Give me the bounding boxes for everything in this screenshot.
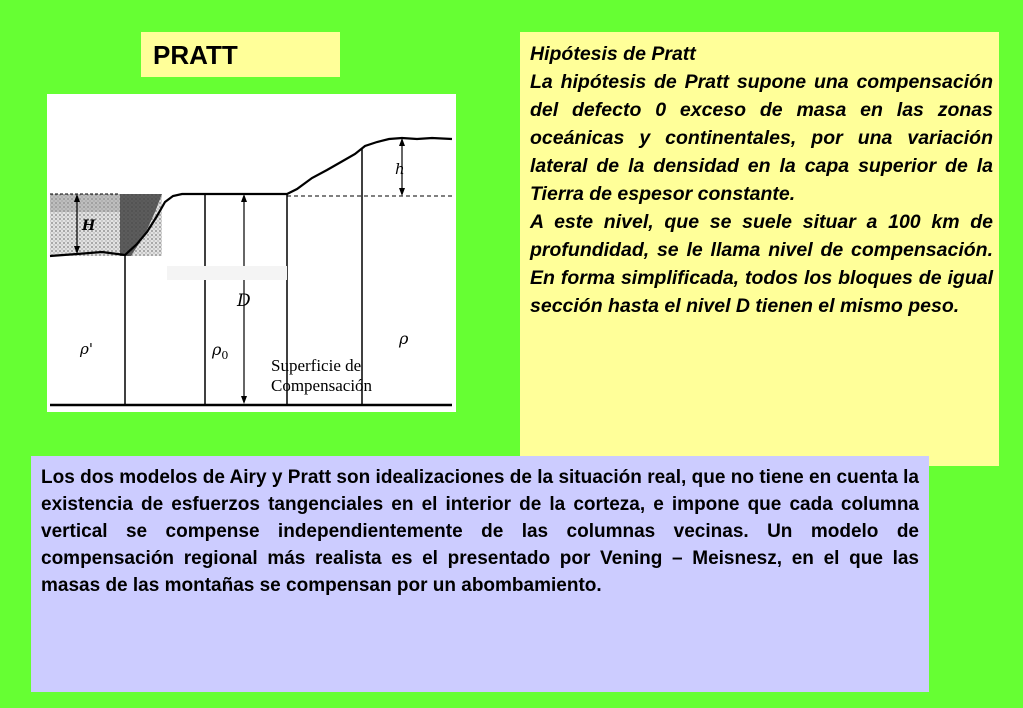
label-surface-line2: Compensación (271, 376, 373, 395)
hypothesis-paragraph-2: A este nivel, que se suele situar a 100 km de profundidad, se le llama nivel de compensación. En forma simplificada, todos los bloques de igual sección hasta el nivel D tienen el mismo peso. (530, 211, 993, 317)
pratt-diagram (47, 94, 456, 412)
title-box (141, 32, 340, 77)
hypothesis-heading: Hipótesis de Pratt (530, 43, 696, 65)
pratt-hypothesis-box (520, 32, 999, 466)
label-H: H (82, 218, 96, 234)
summary-text: Los dos modelos de Airy y Pratt son idealizaciones de la situación real, que no tiene en cuenta la existencia de esfuerzos tangenciales en el interior de la corteza, e impone que cada columna vertical se compense independientemente de las columnas vecinas. Un modelo de compensación regional más realista es el presentado por Vening – Meisnesz, en el que las masas de las montañas se compensan por un abombamiento. (41, 467, 919, 596)
label-surface-line1: Superficie de (271, 356, 362, 375)
label-h: h (395, 160, 405, 178)
label-rho-prime: ρ' (80, 340, 93, 358)
summary-box (31, 456, 929, 692)
label-rho: ρ (399, 329, 409, 348)
label-rho0: $\rho_0$ (212, 340, 229, 362)
hypothesis-paragraph-1: La hipótesis de Pratt supone una compensación del defecto 0 exceso de masa en las zonas oceánicas y continentales, por una variación lateral de la densidad en la capa superior de la Tierra de espesor constante. (530, 71, 993, 205)
label-D: D (237, 291, 251, 311)
page-title: PRATT (153, 40, 238, 70)
